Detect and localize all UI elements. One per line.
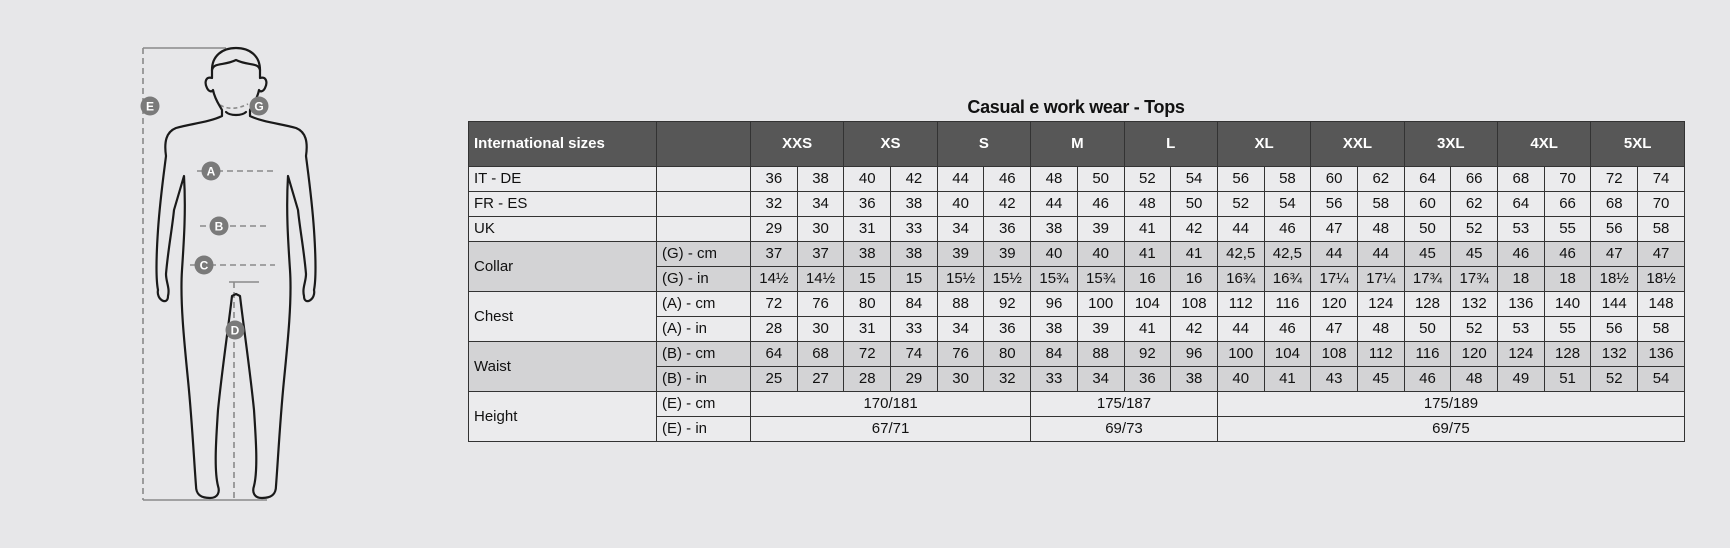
size-header: XS: [844, 122, 937, 167]
size-value-cell: 40: [844, 167, 891, 192]
size-value-cell: 28: [751, 317, 798, 342]
size-value-cell: 46: [1264, 217, 1311, 242]
group-label: Chest: [469, 292, 657, 342]
svg-text:B: B: [214, 219, 224, 234]
size-value-cell: 58: [1264, 167, 1311, 192]
size-value-cell: 58: [1638, 317, 1685, 342]
size-value-cell: 96: [1171, 342, 1218, 367]
size-value-cell: 56: [1311, 192, 1358, 217]
size-value-cell: 15½: [937, 267, 984, 292]
size-value-cell: 29: [751, 217, 798, 242]
size-value-cell: 17¼: [1311, 267, 1358, 292]
size-value-cell: 56: [1217, 167, 1264, 192]
size-value-cell: 66: [1544, 192, 1591, 217]
size-header: M: [1031, 122, 1124, 167]
size-value-cell: 25: [751, 367, 798, 392]
size-value-cell: 39: [984, 242, 1031, 267]
size-value-cell: 46: [984, 167, 1031, 192]
international-sizes-header: International sizes: [469, 122, 657, 167]
size-value-cell: 44: [1311, 242, 1358, 267]
row-label: IT - DE: [469, 167, 657, 192]
size-value-cell: 66: [1451, 167, 1498, 192]
group-label: Height: [469, 392, 657, 442]
size-value-cell: 14½: [797, 267, 844, 292]
size-value-cell: 40: [937, 192, 984, 217]
size-header: XXL: [1311, 122, 1404, 167]
size-value-cell: 74: [1638, 167, 1685, 192]
size-value-cell: 70: [1544, 167, 1591, 192]
size-value-cell: 41: [1171, 242, 1218, 267]
size-value-cell: 124: [1498, 342, 1545, 367]
size-value-cell: 92: [984, 292, 1031, 317]
size-value-cell: 41: [1264, 367, 1311, 392]
size-value-cell: 92: [1124, 342, 1171, 367]
size-value-cell: 140: [1544, 292, 1591, 317]
unit-label: (E) - in: [657, 417, 751, 442]
size-value-cell: 132: [1591, 342, 1638, 367]
size-value-cell: 39: [937, 242, 984, 267]
size-value-cell: 36: [1124, 367, 1171, 392]
size-value-cell: 15¾: [1077, 267, 1124, 292]
size-value-cell: 100: [1217, 342, 1264, 367]
size-value-cell: 148: [1638, 292, 1685, 317]
size-value-cell: 128: [1544, 342, 1591, 367]
group-label: Waist: [469, 342, 657, 392]
marker-c-icon: [195, 256, 214, 275]
size-value-cell: 29: [891, 367, 938, 392]
size-value-cell: 51: [1544, 367, 1591, 392]
size-value-cell: 55: [1544, 217, 1591, 242]
chart-title: Casual e work wear - Tops: [967, 97, 1185, 117]
height-range-cell: 170/181: [751, 392, 1031, 417]
height-range-cell: 175/189: [1217, 392, 1684, 417]
size-value-cell: 50: [1404, 317, 1451, 342]
row-label: UK: [469, 217, 657, 242]
marker-g-icon: [250, 97, 269, 116]
size-value-cell: 52: [1451, 217, 1498, 242]
size-value-cell: 15: [891, 267, 938, 292]
size-value-cell: 50: [1404, 217, 1451, 242]
size-value-cell: 46: [1264, 317, 1311, 342]
size-value-cell: 112: [1217, 292, 1264, 317]
size-value-cell: 42: [984, 192, 1031, 217]
size-value-cell: 72: [751, 292, 798, 317]
size-value-cell: 50: [1077, 167, 1124, 192]
size-value-cell: 36: [984, 317, 1031, 342]
size-value-cell: 16¾: [1217, 267, 1264, 292]
size-value-cell: 52: [1451, 317, 1498, 342]
size-value-cell: 84: [891, 292, 938, 317]
unit-header: [657, 122, 751, 167]
size-value-cell: 33: [891, 317, 938, 342]
size-value-cell: 30: [937, 367, 984, 392]
svg-text:G: G: [254, 99, 264, 114]
unit-label: (A) - in: [657, 317, 751, 342]
size-value-cell: 33: [1031, 367, 1078, 392]
size-header: XL: [1217, 122, 1310, 167]
size-value-cell: 34: [1077, 367, 1124, 392]
size-value-cell: 30: [797, 317, 844, 342]
table-row: [469, 292, 1685, 317]
unit-label: (B) - in: [657, 367, 751, 392]
size-value-cell: 38: [797, 167, 844, 192]
size-value-cell: 68: [797, 342, 844, 367]
size-value-cell: 34: [797, 192, 844, 217]
size-value-cell: 49: [1498, 367, 1545, 392]
size-value-cell: 116: [1404, 342, 1451, 367]
table-row: [469, 192, 1685, 217]
size-value-cell: 48: [1451, 367, 1498, 392]
size-value-cell: 144: [1591, 292, 1638, 317]
size-value-cell: 44: [1031, 192, 1078, 217]
size-value-cell: 56: [1591, 317, 1638, 342]
size-table: [468, 121, 1685, 442]
size-value-cell: 38: [1031, 317, 1078, 342]
size-value-cell: 44: [1217, 217, 1264, 242]
size-value-cell: 38: [1171, 367, 1218, 392]
size-value-cell: 17¼: [1357, 267, 1404, 292]
size-header: 4XL: [1498, 122, 1591, 167]
table-row: [469, 217, 1685, 242]
size-value-cell: 58: [1638, 217, 1685, 242]
size-value-cell: 52: [1217, 192, 1264, 217]
size-value-cell: 39: [1077, 317, 1124, 342]
size-value-cell: 30: [797, 217, 844, 242]
size-value-cell: 42,5: [1264, 242, 1311, 267]
size-value-cell: 42: [1171, 317, 1218, 342]
size-value-cell: 43: [1311, 367, 1358, 392]
size-value-cell: 48: [1357, 217, 1404, 242]
size-value-cell: 14½: [751, 267, 798, 292]
size-header: L: [1124, 122, 1217, 167]
size-value-cell: 42: [891, 167, 938, 192]
unit-cell: [657, 167, 751, 192]
size-value-cell: 38: [1031, 217, 1078, 242]
size-value-cell: 80: [844, 292, 891, 317]
size-value-cell: 40: [1031, 242, 1078, 267]
size-value-cell: 15½: [984, 267, 1031, 292]
size-value-cell: 100: [1077, 292, 1124, 317]
size-value-cell: 34: [937, 217, 984, 242]
size-value-cell: 46: [1498, 242, 1545, 267]
marker-a-icon: [202, 162, 221, 181]
header-row: [469, 122, 1685, 167]
size-value-cell: 16¾: [1264, 267, 1311, 292]
size-value-cell: 17¾: [1451, 267, 1498, 292]
size-value-cell: 128: [1404, 292, 1451, 317]
size-value-cell: 47: [1311, 317, 1358, 342]
size-value-cell: 108: [1311, 342, 1358, 367]
size-value-cell: 56: [1591, 217, 1638, 242]
size-value-cell: 42: [1171, 217, 1218, 242]
marker-d-icon: [226, 321, 245, 340]
size-value-cell: 41: [1124, 217, 1171, 242]
size-value-cell: 37: [797, 242, 844, 267]
size-value-cell: 72: [1591, 167, 1638, 192]
size-value-cell: 46: [1404, 367, 1451, 392]
size-value-cell: 136: [1498, 292, 1545, 317]
size-value-cell: 120: [1311, 292, 1358, 317]
size-value-cell: 18½: [1638, 267, 1685, 292]
size-header: XXS: [751, 122, 844, 167]
size-value-cell: 41: [1124, 242, 1171, 267]
size-value-cell: 88: [1077, 342, 1124, 367]
size-value-cell: 46: [1544, 242, 1591, 267]
size-value-cell: 68: [1591, 192, 1638, 217]
size-value-cell: 55: [1544, 317, 1591, 342]
size-value-cell: 32: [751, 192, 798, 217]
size-value-cell: 18: [1544, 267, 1591, 292]
size-value-cell: 70: [1638, 192, 1685, 217]
size-value-cell: 17¾: [1404, 267, 1451, 292]
size-value-cell: 68: [1498, 167, 1545, 192]
unit-label: (E) - cm: [657, 392, 751, 417]
size-value-cell: 18½: [1591, 267, 1638, 292]
size-value-cell: 54: [1264, 192, 1311, 217]
size-value-cell: 76: [797, 292, 844, 317]
size-value-cell: 38: [891, 192, 938, 217]
size-value-cell: 38: [844, 242, 891, 267]
size-value-cell: 36: [751, 167, 798, 192]
size-value-cell: 54: [1638, 367, 1685, 392]
size-value-cell: 53: [1498, 317, 1545, 342]
size-value-cell: 108: [1171, 292, 1218, 317]
unit-cell: [657, 192, 751, 217]
size-value-cell: 64: [1404, 167, 1451, 192]
size-value-cell: 38: [891, 242, 938, 267]
size-value-cell: 33: [891, 217, 938, 242]
table-row: [469, 167, 1685, 192]
size-value-cell: 60: [1404, 192, 1451, 217]
size-value-cell: 53: [1498, 217, 1545, 242]
size-value-cell: 84: [1031, 342, 1078, 367]
size-value-cell: 15: [844, 267, 891, 292]
body-outline: [157, 48, 316, 498]
size-value-cell: 45: [1404, 242, 1451, 267]
size-value-cell: 80: [984, 342, 1031, 367]
size-value-cell: 48: [1357, 317, 1404, 342]
height-range-cell: 69/75: [1217, 417, 1684, 442]
size-value-cell: 41: [1124, 317, 1171, 342]
height-range-cell: 175/187: [1031, 392, 1218, 417]
size-value-cell: 60: [1311, 167, 1358, 192]
size-value-cell: 44: [937, 167, 984, 192]
size-value-cell: 32: [984, 367, 1031, 392]
size-value-cell: 47: [1591, 242, 1638, 267]
size-value-cell: 47: [1638, 242, 1685, 267]
size-value-cell: 112: [1357, 342, 1404, 367]
table-row: [469, 392, 1685, 417]
unit-label: (A) - cm: [657, 292, 751, 317]
svg-text:C: C: [199, 258, 209, 273]
size-value-cell: 48: [1031, 167, 1078, 192]
size-value-cell: 52: [1591, 367, 1638, 392]
size-header: S: [937, 122, 1030, 167]
size-value-cell: 31: [844, 217, 891, 242]
table-row: [469, 242, 1685, 267]
svg-text:A: A: [206, 164, 216, 179]
svg-text:D: D: [230, 323, 240, 338]
size-value-cell: 58: [1357, 192, 1404, 217]
size-value-cell: 124: [1357, 292, 1404, 317]
group-label: Collar: [469, 242, 657, 292]
unit-label: (G) - cm: [657, 242, 751, 267]
size-value-cell: 40: [1217, 367, 1264, 392]
size-value-cell: 39: [1077, 217, 1124, 242]
size-value-cell: 132: [1451, 292, 1498, 317]
size-value-cell: 104: [1264, 342, 1311, 367]
size-value-cell: 116: [1264, 292, 1311, 317]
size-value-cell: 76: [937, 342, 984, 367]
size-value-cell: 31: [844, 317, 891, 342]
size-value-cell: 45: [1357, 367, 1404, 392]
size-value-cell: 34: [937, 317, 984, 342]
unit-label: (G) - in: [657, 267, 751, 292]
size-value-cell: 28: [844, 367, 891, 392]
size-value-cell: 48: [1124, 192, 1171, 217]
size-value-cell: 54: [1171, 167, 1218, 192]
size-value-cell: 120: [1451, 342, 1498, 367]
size-value-cell: 62: [1357, 167, 1404, 192]
marker-e-icon: [141, 97, 160, 116]
size-value-cell: 96: [1031, 292, 1078, 317]
size-value-cell: 40: [1077, 242, 1124, 267]
size-value-cell: 18: [1498, 267, 1545, 292]
size-value-cell: 64: [751, 342, 798, 367]
size-value-cell: 136: [1638, 342, 1685, 367]
size-value-cell: 37: [751, 242, 798, 267]
size-value-cell: 16: [1124, 267, 1171, 292]
size-header: 5XL: [1591, 122, 1685, 167]
size-value-cell: 52: [1124, 167, 1171, 192]
row-label: FR - ES: [469, 192, 657, 217]
height-range-cell: 67/71: [751, 417, 1031, 442]
size-value-cell: 50: [1171, 192, 1218, 217]
size-value-cell: 36: [984, 217, 1031, 242]
size-value-cell: 15¾: [1031, 267, 1078, 292]
size-value-cell: 46: [1077, 192, 1124, 217]
height-range-cell: 69/73: [1031, 417, 1218, 442]
unit-cell: [657, 217, 751, 242]
body-measurement-figure: [0, 0, 380, 548]
table-row: [469, 342, 1685, 367]
size-value-cell: 62: [1451, 192, 1498, 217]
collar-guide-line: [220, 104, 248, 108]
size-value-cell: 104: [1124, 292, 1171, 317]
size-value-cell: 44: [1357, 242, 1404, 267]
size-value-cell: 45: [1451, 242, 1498, 267]
size-value-cell: 72: [844, 342, 891, 367]
size-table-body: [469, 167, 1685, 442]
size-value-cell: 36: [844, 192, 891, 217]
size-value-cell: 27: [797, 367, 844, 392]
size-value-cell: 74: [891, 342, 938, 367]
size-value-cell: 42,5: [1217, 242, 1264, 267]
size-value-cell: 64: [1498, 192, 1545, 217]
svg-text:E: E: [145, 99, 155, 114]
size-value-cell: 16: [1171, 267, 1218, 292]
unit-label: (B) - cm: [657, 342, 751, 367]
marker-b-icon: [210, 217, 229, 236]
size-value-cell: 88: [937, 292, 984, 317]
size-value-cell: 44: [1217, 317, 1264, 342]
size-header: 3XL: [1404, 122, 1497, 167]
size-value-cell: 47: [1311, 217, 1358, 242]
